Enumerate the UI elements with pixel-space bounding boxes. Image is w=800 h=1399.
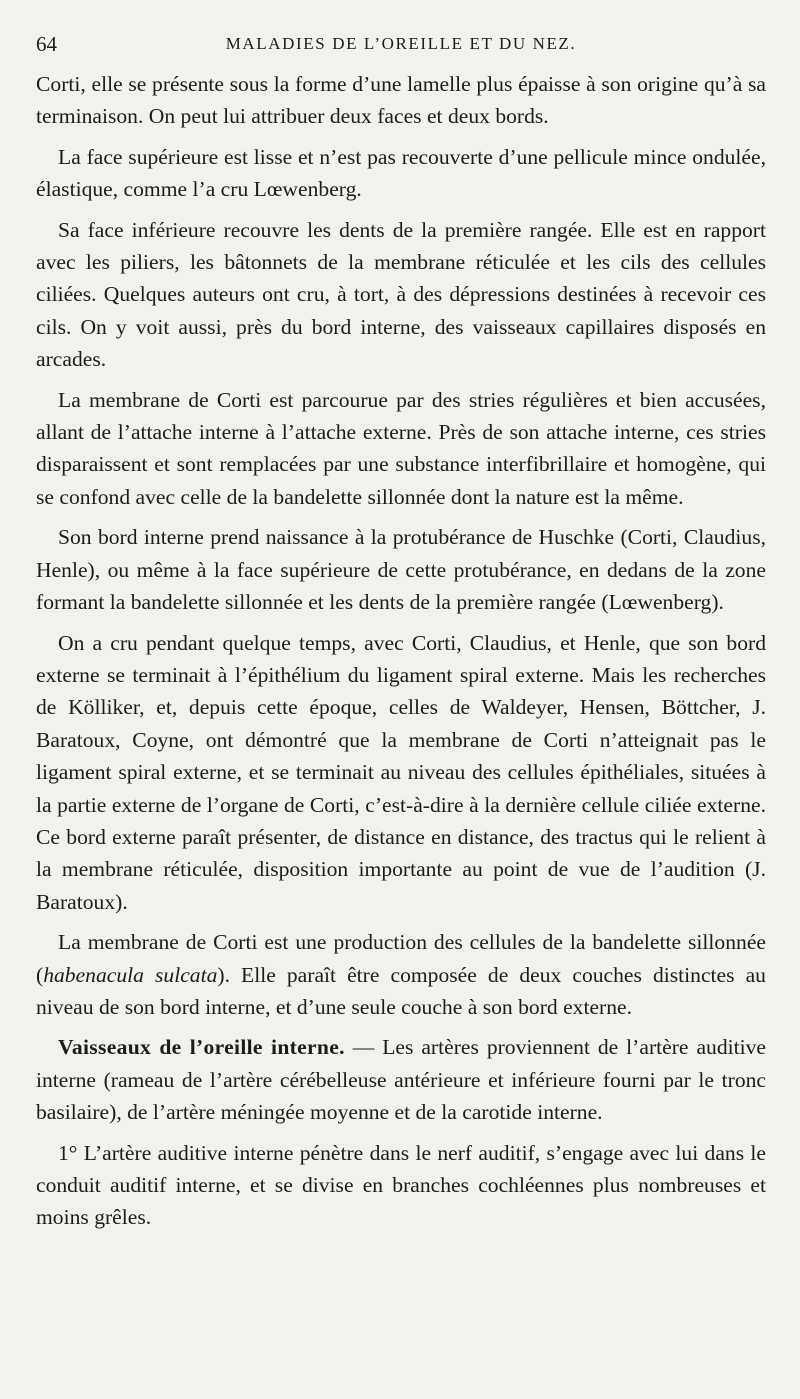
section-heading: Vaisseaux de l’oreille interne. xyxy=(58,1035,345,1060)
paragraph-text: La membrane de Corti est une production des cellules de la bandelette sillonnée ( xyxy=(36,930,766,987)
running-title: MALADIES DE L’OREILLE ET DU NEZ. xyxy=(225,34,577,53)
page-header xyxy=(36,28,766,68)
paragraph xyxy=(36,926,766,1023)
paragraph: Son bord interne prend naissance à la protubérance de Huschke (Corti, Claudius, Henle), ou même à la face supérieure de cette protubérance, en dedans de la zone formant la bandelette sillonnée et les dents de la première rangée (Lœwenberg). xyxy=(36,525,766,615)
paragraph: Corti, elle se présente sous la forme d’une lamelle plus épaisse à son origine qu’à sa terminaison. On peut lui attribuer deux faces et deux bords. xyxy=(36,72,766,129)
paragraph: La membrane de Corti est parcourue par des stries régulières et bien accusées, allant de l’attache interne à l’attache externe. Près de son attache interne, ces stries disparaissent et sont remplacées par une substance interfibrillaire et homogène, qui se confond avec celle de la bandelette sillonnée dont la nature est la même. xyxy=(36,387,766,509)
page-number: 64 xyxy=(36,32,57,56)
paragraph: Sa face inférieure recouvre les dents de la première rangée. Elle est en rapport avec les piliers, les bâtonnets de la membrane réticulée et les cils des cellules ciliées. Quelques auteurs ont cru, à tort, à des dépressions destinées à recevoir ces cils. On y voit aussi, près du bord interne, des vaisseaux capillaires disposés en arcades. xyxy=(36,217,766,372)
paragraph: On a cru pendant quelque temps, avec Corti, Claudius, et Henle, que son bord externe se terminait à l’épithélium du ligament spiral externe. Mais les recherches de Kölliker, et, depuis cette époque, celles de Waldeyer, Hensen, Böttcher, J. Baratoux, Coyne, ont démontré que la membrane de Corti n’atteignait pas le ligament spiral externe, et se terminait au niveau des cellules épithéliales, situées à la partie externe de l’organe de Corti, c’est-à-dire à la dernière cellule ciliée externe. Ce bord externe paraît présenter, de distance en distance, des tractus qui le relient à la membrane réticulée, disposition importante au point de vue de l’audition (J. Baratoux). xyxy=(36,630,766,914)
paragraph: La face supérieure est lisse et n’est pas recouverte d’une pellicule mince ondulée, élastique, comme l’a cru Lœwenberg. xyxy=(36,144,766,202)
section-paragraph xyxy=(36,1031,766,1128)
latin-term: habenacula sulcata xyxy=(43,962,218,987)
paragraph: 1° L’artère auditive interne pénètre dans le nerf auditif, s’engage avec lui dans le conduit auditif interne, et se divise en branches cochléennes plus nombreuses et moins grêles. xyxy=(36,1140,766,1230)
paragraph-text: ). Elle paraît être composée de deux couches distinctes au niveau de son bord interne, et d’une seule couche à son bord externe. xyxy=(36,962,766,1019)
paragraph-text: — Les artères proviennent de l’artère auditive interne (rameau de l’artère cérébelleuse antérieure et inférieure fourni par le tronc basilaire), de l’artère méningée moyenne et de la carotide interne. xyxy=(36,1035,766,1125)
body-text xyxy=(36,68,766,1234)
